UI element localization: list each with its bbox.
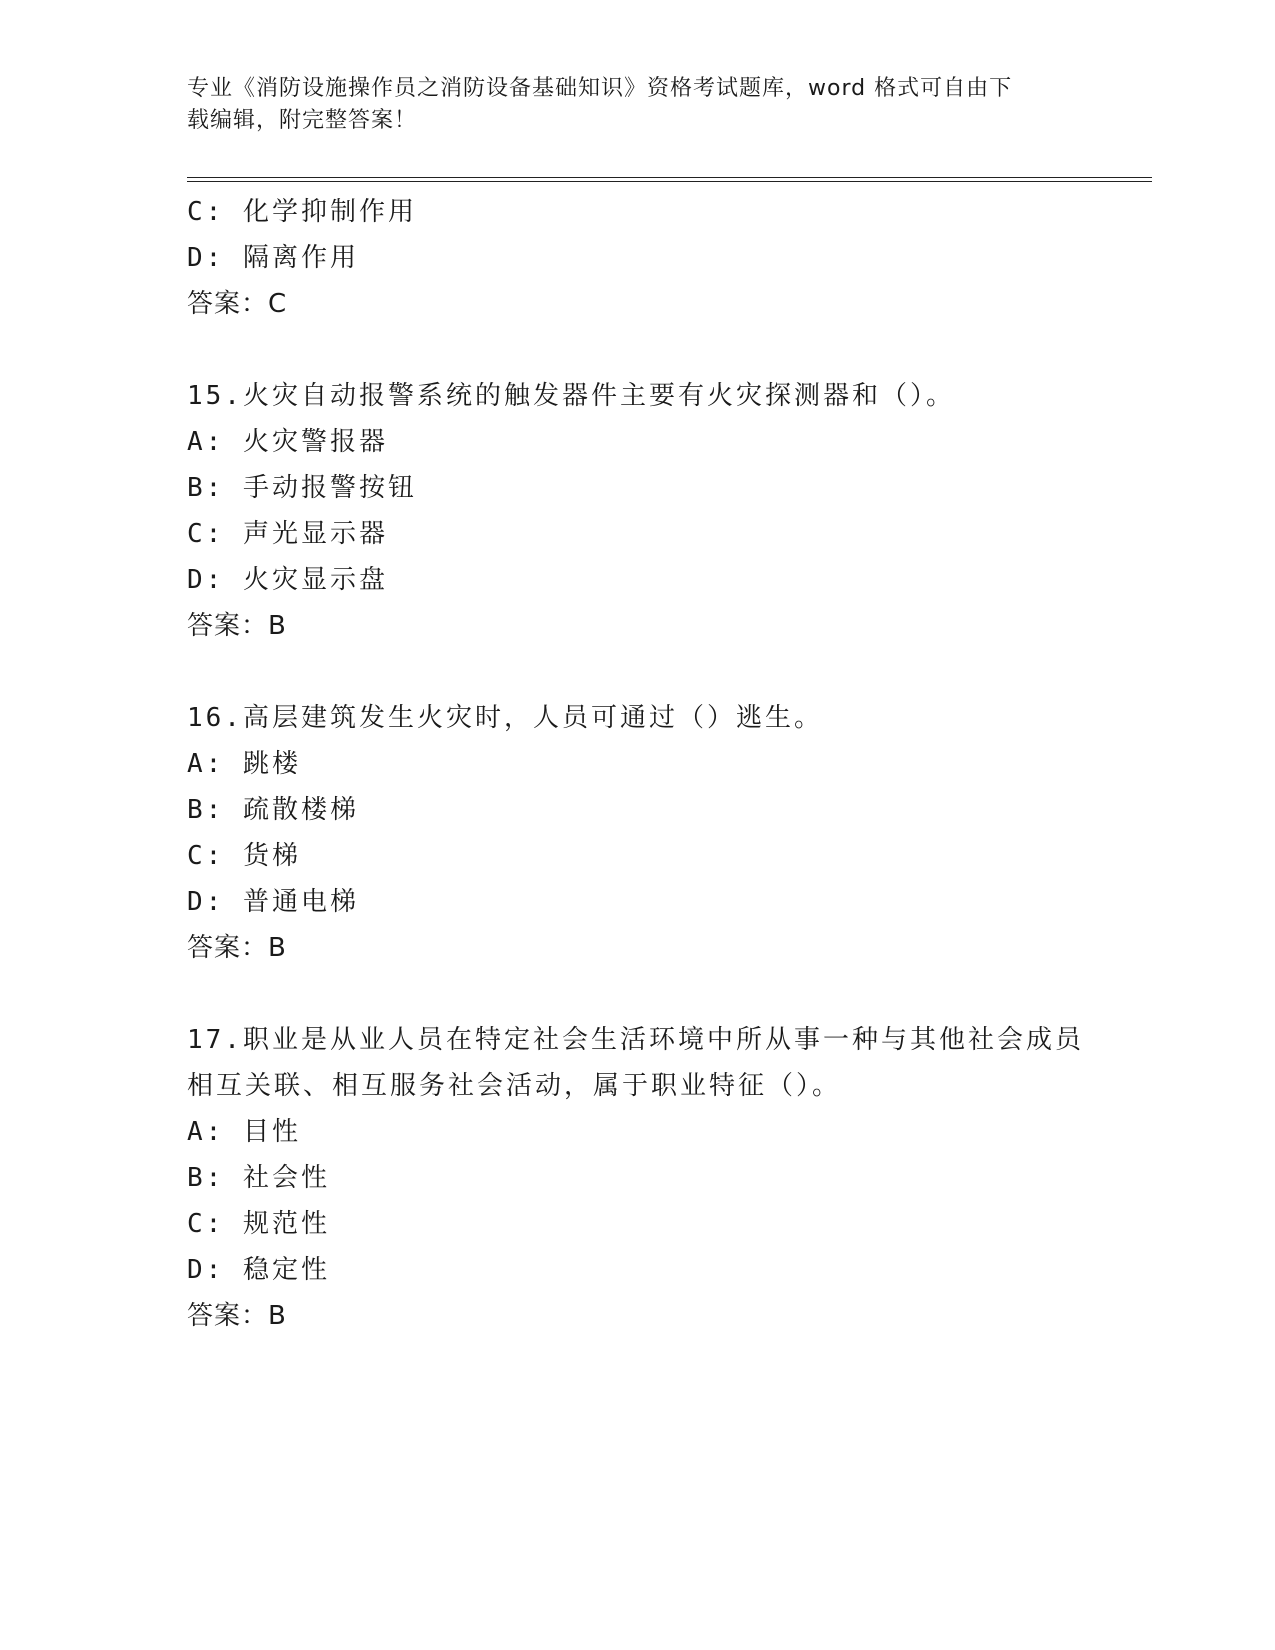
option-d: D: 火灾显示盘 — [187, 565, 388, 595]
spacer — [187, 971, 1087, 1017]
question-stem-line-1: 17.职业是从业人员在特定社会生活环境中所从事一种与其他社会成员 — [187, 1025, 1084, 1055]
header-line-1: 专业《消防设施操作员之消防设备基础知识》资格考试题库，word 格式可自由下 — [187, 76, 1013, 101]
option-c: C: 化学抑制作用 — [187, 197, 417, 227]
answer-line: 答案：B — [187, 611, 287, 641]
question-15 — [187, 373, 1087, 649]
option-d: D: 普通电梯 — [187, 887, 359, 917]
option-b: B: 手动报警按钮 — [187, 473, 417, 503]
option-b: B: 社会性 — [187, 1163, 330, 1193]
option-a: A: 目性 — [187, 1117, 301, 1147]
option-c: C: 规范性 — [187, 1209, 330, 1239]
document-header — [187, 73, 1087, 137]
option-c: C: 货梯 — [187, 841, 301, 871]
spacer — [187, 327, 1087, 373]
answer-line: 答案：B — [187, 933, 287, 963]
option-d: D: 稳定性 — [187, 1255, 330, 1285]
header-divider — [187, 177, 1152, 182]
question-stem-line-2: 相互关联、相互服务社会活动，属于职业特征（）。 — [187, 1071, 842, 1101]
option-b: B: 疏散楼梯 — [187, 795, 359, 825]
question-17 — [187, 1017, 1087, 1339]
answer-line: 答案：C — [187, 289, 288, 319]
option-a: A: 火灾警报器 — [187, 427, 388, 457]
header-line-2: 载编辑，附完整答案！ — [187, 108, 418, 133]
question-16 — [187, 695, 1087, 971]
spacer — [187, 649, 1087, 695]
option-d: D: 隔离作用 — [187, 243, 359, 273]
option-a: A: 跳楼 — [187, 749, 301, 779]
question-stem: 16.高层建筑发生火灾时，人员可通过（）逃生。 — [187, 703, 823, 733]
question-fragment — [187, 189, 1087, 327]
option-c: C: 声光显示器 — [187, 519, 388, 549]
answer-line: 答案：B — [187, 1301, 287, 1331]
question-stem: 15.火灾自动报警系统的触发器件主要有火灾探测器和（）。 — [187, 381, 955, 411]
question-list — [187, 189, 1087, 1339]
